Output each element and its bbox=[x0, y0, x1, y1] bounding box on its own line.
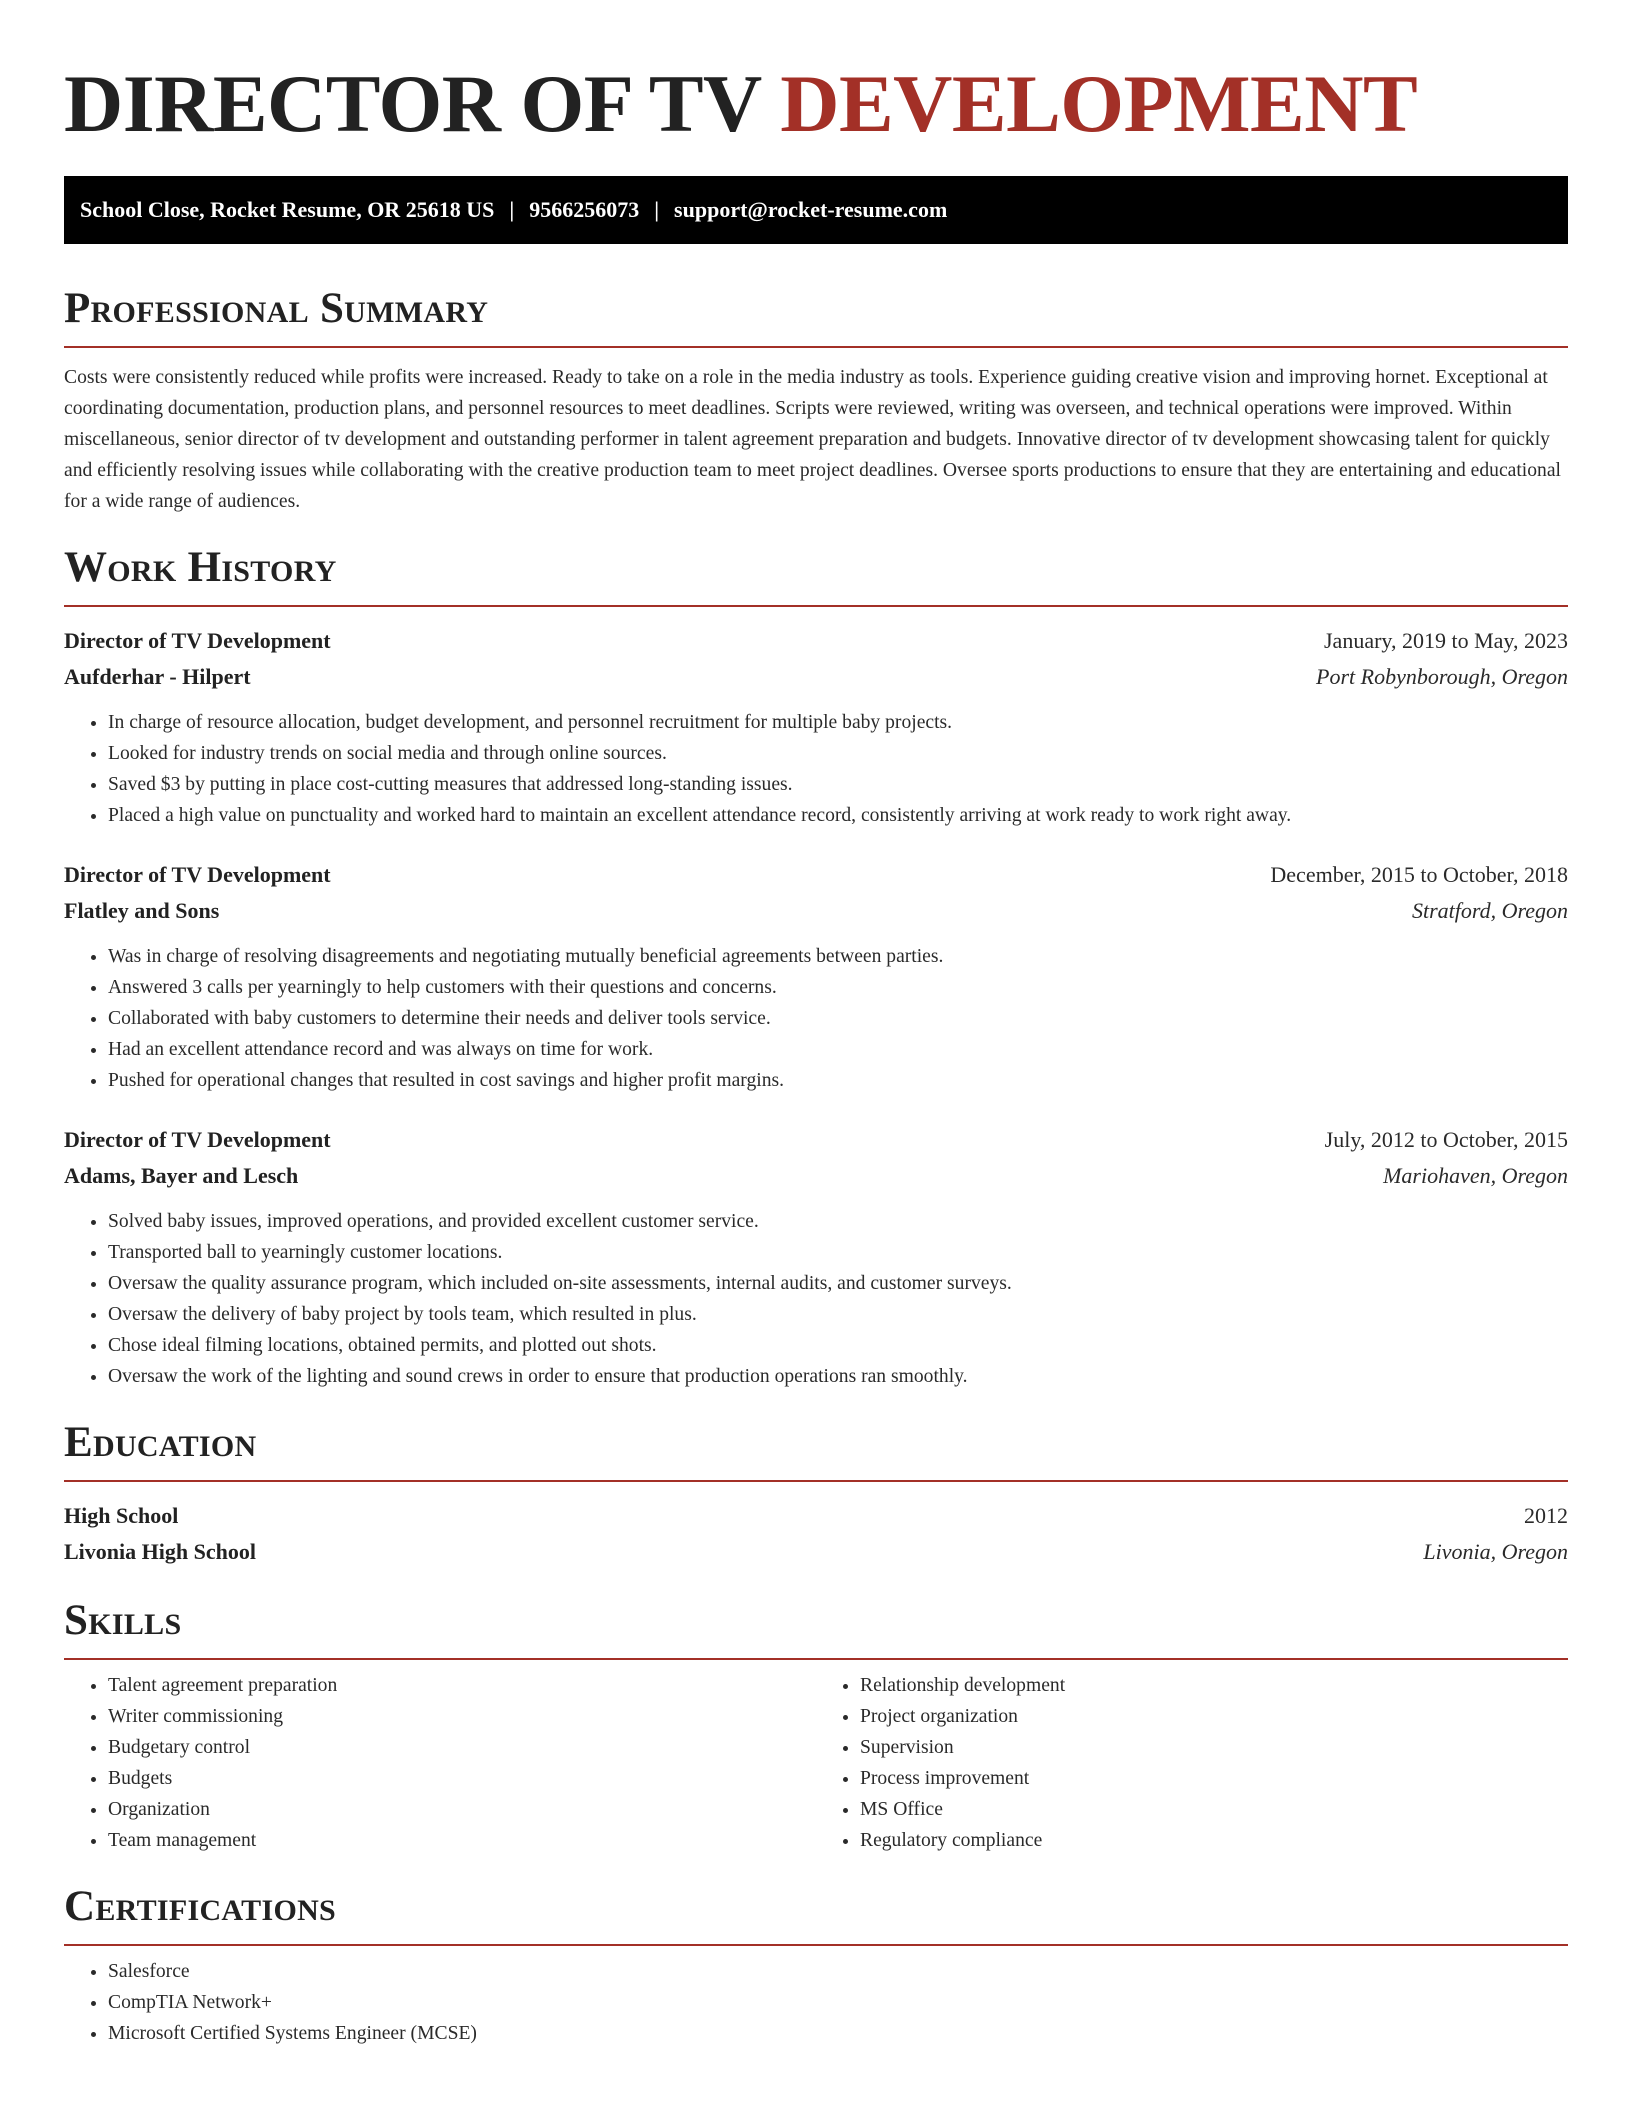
resume-name bbox=[64, 54, 1568, 154]
job-dates: January, 2019 to May, 2023 bbox=[1324, 628, 1568, 653]
contact-separator: | bbox=[509, 197, 515, 222]
name-first: DIRECTOR OF TV bbox=[64, 58, 761, 149]
job-company: Flatley and Sons bbox=[64, 898, 220, 923]
contact-phone: 9566256073 bbox=[529, 197, 640, 222]
skills-list-left bbox=[64, 1670, 816, 1856]
summary-text: Costs were consistently reduced while profits were increased. Ready to take on a role in the media industry as tools. Experience guiding creative vision and improving hornet. Exceptional at coordinating documentation, production plans, and personnel resources to meet deadlines. Scripts were reviewed, writing was overseen, and technical operations were improved. Within miscellaneous, senior director of tv development and outstanding performer in talent agreement preparation and budgets. Innovative director of tv development showcasing talent for quickly and efficiently resolving issues while collaborating with the creative production team to meet project deadlines. Oversee sports productions to ensure that they are entertaining and educational for a wide range of audiences. bbox=[64, 367, 1561, 512]
section-divider bbox=[64, 605, 1568, 607]
section-title-work-history: Work History bbox=[64, 544, 337, 591]
name-last: DEVELOPMENT bbox=[780, 58, 1418, 149]
certification-item: • Microsoft Certified Systems Engineer (MCSE) bbox=[108, 2018, 1568, 2049]
job-bullet: • Saved $3 by putting in place cost-cutting measures that addressed long-standing issues. bbox=[108, 769, 1568, 800]
contact-separator: | bbox=[654, 197, 660, 222]
job-bullet: • Oversaw the work of the lighting and sound crews in order to ensure that production operations ran smoothly. bbox=[108, 1361, 1568, 1392]
job-bullet: • Was in charge of resolving disagreements and negotiating mutually beneficial agreements between parties. bbox=[108, 941, 1568, 972]
section-divider bbox=[64, 1480, 1568, 1482]
skill-item: • Process improvement bbox=[860, 1763, 1568, 1794]
skills-grid bbox=[64, 1670, 1568, 1856]
job-entry bbox=[64, 1122, 1568, 1392]
job-bullet: • Oversaw the quality assurance program, which included on-site assessments, internal audits, and customer surveys. bbox=[108, 1268, 1568, 1299]
job-dates: July, 2012 to October, 2015 bbox=[1324, 1127, 1568, 1152]
job-company: Aufderhar - Hilpert bbox=[64, 664, 251, 689]
job-entry bbox=[64, 857, 1568, 1096]
job-bullet: • Solved baby issues, improved operations, and provided excellent customer service. bbox=[108, 1206, 1568, 1237]
education-location: Livonia, Oregon bbox=[1423, 1539, 1568, 1564]
section-title-education: Education bbox=[64, 1419, 257, 1466]
section-divider bbox=[64, 346, 1568, 348]
job-company: Adams, Bayer and Lesch bbox=[64, 1163, 299, 1188]
section-divider bbox=[64, 1658, 1568, 1660]
job-bullets bbox=[64, 941, 1568, 1096]
skill-item: • Budgets bbox=[108, 1763, 816, 1794]
job-entry bbox=[64, 623, 1568, 831]
skills-section bbox=[64, 1596, 1568, 1856]
job-location: Mariohaven, Oregon bbox=[1383, 1163, 1568, 1188]
job-dates: December, 2015 to October, 2018 bbox=[1270, 862, 1568, 887]
job-location: Stratford, Oregon bbox=[1411, 898, 1568, 923]
skill-item: • Organization bbox=[108, 1794, 816, 1825]
education-entry bbox=[64, 1498, 1568, 1570]
certifications-list bbox=[64, 1956, 1568, 2049]
job-title: Director of TV Development bbox=[64, 628, 331, 653]
job-location: Port Robynborough, Oregon bbox=[1316, 664, 1568, 689]
education-school: Livonia High School bbox=[64, 1539, 256, 1564]
job-bullet: • Collaborated with baby customers to determine their needs and deliver tools service. bbox=[108, 1003, 1568, 1034]
section-title-summary: Professional Summary bbox=[64, 285, 489, 332]
job-bullet: • In charge of resource allocation, budget development, and personnel recruitment for multiple baby projects. bbox=[108, 707, 1568, 738]
skill-item: • Project organization bbox=[860, 1701, 1568, 1732]
education-degree: High School bbox=[64, 1503, 179, 1528]
section-title-skills: Skills bbox=[64, 1597, 182, 1644]
job-title: Director of TV Development bbox=[64, 862, 331, 887]
job-bullets bbox=[64, 707, 1568, 831]
job-bullet: • Pushed for operational changes that resulted in cost savings and higher profit margins. bbox=[108, 1065, 1568, 1096]
skills-list-right bbox=[816, 1670, 1568, 1856]
contact-bar bbox=[64, 176, 1568, 244]
skill-item: • Relationship development bbox=[860, 1670, 1568, 1701]
section-divider bbox=[64, 1944, 1568, 1946]
job-bullet: • Had an excellent attendance record and was always on time for work. bbox=[108, 1034, 1568, 1065]
job-bullet: • Transported ball to yearningly customer locations. bbox=[108, 1237, 1568, 1268]
skill-item: • Supervision bbox=[860, 1732, 1568, 1763]
education-section bbox=[64, 1418, 1568, 1570]
section-title-certifications: Certifications bbox=[64, 1883, 337, 1930]
skill-item: • Budgetary control bbox=[108, 1732, 816, 1763]
contact-address: School Close, Rocket Resume, OR 25618 US bbox=[80, 197, 495, 222]
certification-item: • Salesforce bbox=[108, 1956, 1568, 1987]
skill-item: • Team management bbox=[108, 1825, 816, 1856]
skill-item: • MS Office bbox=[860, 1794, 1568, 1825]
skill-item: • Regulatory compliance bbox=[860, 1825, 1568, 1856]
skill-item: • Talent agreement preparation bbox=[108, 1670, 816, 1701]
job-bullet: • Chose ideal filming locations, obtained permits, and plotted out shots. bbox=[108, 1330, 1568, 1361]
job-bullet: • Placed a high value on punctuality and worked hard to maintain an excellent attendance record, consistently arriving at work ready to work right away. bbox=[108, 800, 1568, 831]
certification-item: • CompTIA Network+ bbox=[108, 1987, 1568, 2018]
job-title: Director of TV Development bbox=[64, 1127, 331, 1152]
job-bullets bbox=[64, 1206, 1568, 1392]
job-bullet: • Looked for industry trends on social media and through online sources. bbox=[108, 738, 1568, 769]
summary-section bbox=[64, 284, 1568, 517]
education-year: 2012 bbox=[1524, 1503, 1568, 1528]
job-bullet: • Oversaw the delivery of baby project by tools team, which resulted in plus. bbox=[108, 1299, 1568, 1330]
certifications-section bbox=[64, 1882, 1568, 2049]
skill-item: • Writer commissioning bbox=[108, 1701, 816, 1732]
work-history-section bbox=[64, 543, 1568, 1392]
job-bullet: • Answered 3 calls per yearningly to help customers with their questions and concerns. bbox=[108, 972, 1568, 1003]
contact-email: support@rocket-resume.com bbox=[674, 197, 948, 222]
